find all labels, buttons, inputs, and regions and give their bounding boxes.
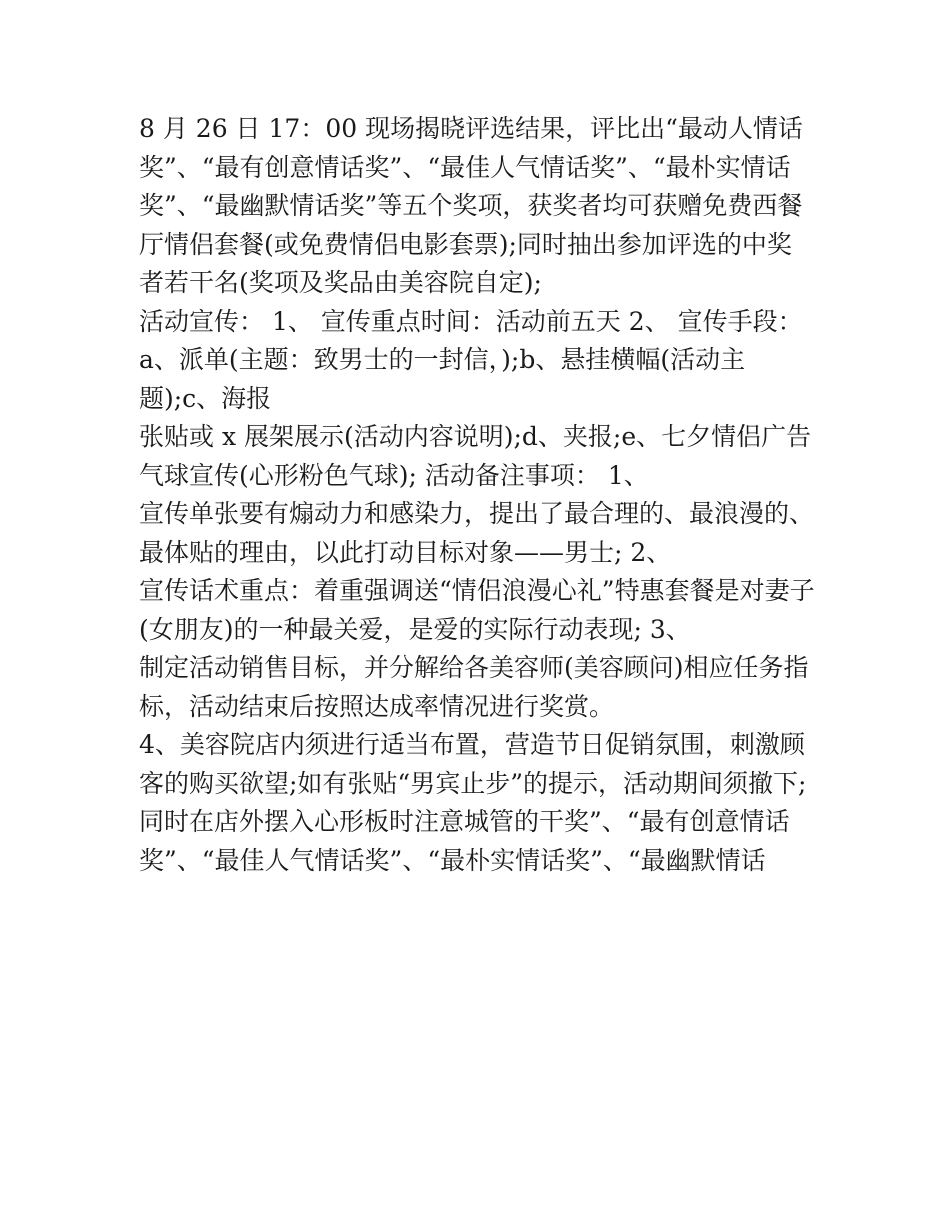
text-line: 宣传单张要有煽动力和感染力，提出了最合理的、最浪漫的、 <box>139 499 815 528</box>
text-line: 制定活动销售目标，并分解给各美容师(美容顾问)相应任务指 <box>139 653 809 682</box>
text-line: 者若干名(奖项及奖品由美容院自定); <box>139 268 542 297</box>
text-line: 奖”、“最有创意情话奖”、“最佳人气情话奖”、“最朴实情话 <box>139 152 791 182</box>
text-line: 同时在店外摆入心形板时注意城管的干奖”、“最有创意情话 <box>139 807 790 836</box>
text-line: 活动宣传： 1、 宣传重点时间：活动前五天 2、 宣传手段： <box>139 306 803 336</box>
text-line: 4、美容院店内须进行适当布置，营造节日促销氛围，刺激顾 <box>139 730 805 759</box>
text-line: 奖”、“最幽默情话奖”等五个奖项，获奖者均可获赠免费西餐 <box>139 191 803 220</box>
document-body <box>139 110 829 880</box>
text-line: 厅情侣套餐(或免费情侣电影套票);同时抽出参加评选的中奖 <box>139 229 792 259</box>
text-line: 最体贴的理由，以此打动目标对象——男士; 2、 <box>139 537 672 567</box>
text-line: 奖”、“最佳人气情话奖”、“最朴实情话奖”、“最幽默情话 <box>139 845 766 875</box>
text-line: 标，活动结束后按照达成率情况进行奖赏。 <box>139 691 615 721</box>
text-line: 题);c、海报 <box>139 383 272 413</box>
text-line: 客的购买欲望;如有张贴“男宾止步”的提示，活动期间须撤下; <box>139 768 807 798</box>
text-line: 张贴或 x 展架展示(活动内容说明);d、夹报;e、七夕情侣广告 <box>139 422 812 451</box>
text-line: a、派单(主题：致男士的一封信，);b、悬挂横幅(活动主 <box>139 345 746 374</box>
text-line: 8 月 26 日 17：00 现场揭晓评选结果，评比出“最动人情话 <box>139 114 803 143</box>
text-line: 宣传话术重点：着重强调送“情侣浪漫心礼”特惠套餐是对妻子 <box>139 576 815 605</box>
text-line: (女朋友)的一种最关爱，是爱的实际行动表现; 3、 <box>139 614 691 644</box>
text-line: 气球宣传(心形粉色气球); 活动备注事项： 1、 <box>139 460 649 490</box>
